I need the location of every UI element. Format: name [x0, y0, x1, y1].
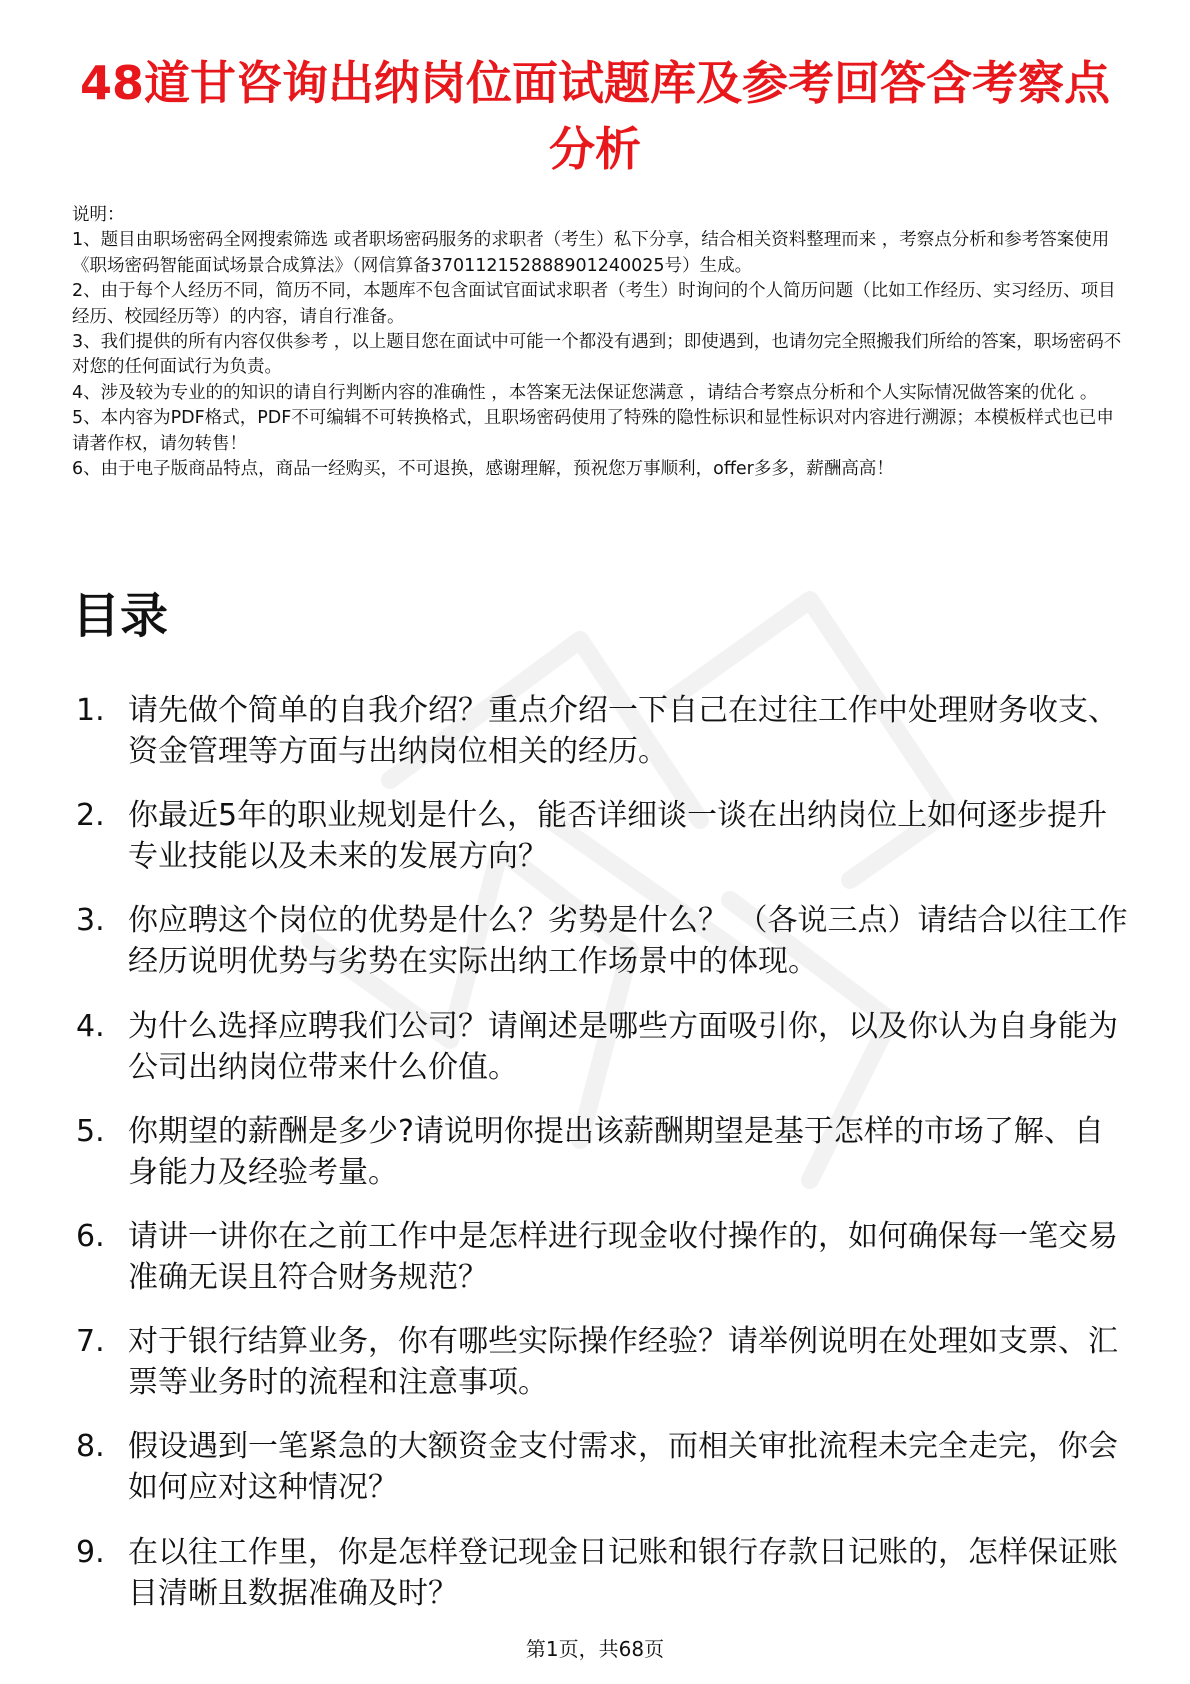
- toc-item[interactable]: [76, 1532, 1132, 1614]
- note-item: 4、涉及较为专业的的知识的请自行判断内容的准确性 ，本答案无法保证您满意 ，请结合考察点分析和个人实际情况做答案的优化 。: [72, 382, 1098, 403]
- toc-item[interactable]: [76, 1216, 1132, 1298]
- notes-section: [72, 203, 1130, 482]
- toc-item[interactable]: [76, 900, 1132, 982]
- toc-item-number: 1.: [76, 693, 105, 728]
- toc-item[interactable]: [76, 1426, 1132, 1508]
- note-item: 3、我们提供的所有内容仅供参考 ，以上题目您在面试中可能一个都没有遇到；即使遇到，也请勿完全照搬我们所给的答案，职场密码不对您的任何面试行为负责。: [72, 332, 1122, 378]
- document-title: 48道甘咨询出纳岗位面试题库及参考回答含考察点分析: [79, 56, 1110, 176]
- toc-item-text: 你期望的薪酬是多少?请说明你提出该薪酬期望是基于怎样的市场了解、自身能力及经验考量。: [128, 1113, 1104, 1190]
- toc-item-text: 你应聘这个岗位的优势是什么？劣势是什么？ （各说三点）请结合以往工作经历说明优势与劣势在实际出纳工作场景中的体现。: [128, 903, 1128, 980]
- note-item: 6、由于电子版商品特点，商品一经购买，不可退换，感谢理解，预祝您万事顺利，offer多多，薪酬高高！: [72, 459, 894, 480]
- toc-item[interactable]: [76, 690, 1132, 772]
- toc-item-text: 你最近5年的职业规划是什么，能否详细谈一谈在出纳岗位上如何逐步提升专业技能以及未来的发展方向？: [128, 798, 1108, 875]
- toc-item-number: 5.: [76, 1113, 105, 1149]
- note-item: 1、题目由职场密码全网搜索筛选 或者职场密码服务的求职者（考生）私下分享，结合相关资料整理而来 ，考察点分析和参考答案使用《职场密码智能面试场景合成算法》（网信算备3701121528889012400​25号）生成。: [72, 230, 1110, 276]
- toc-item-text: 在以往工作里，你是怎样登记现金日记账和银行存款日记账的，怎样保证账目清晰且数据准确及时？: [128, 1534, 1118, 1611]
- toc-item-text: 为什么选择应聘我们公司？请阐述是哪些方面吸引你，以及你认为自身能为公司出纳岗位带来什么价值。: [128, 1008, 1118, 1085]
- toc-item-text: 假设遇到一笔紧急的大额资金支付需求，而相关审批流程未完全走完，你会如何应对这种情况？: [128, 1429, 1118, 1506]
- toc-item-number: 4.: [76, 1008, 105, 1044]
- toc-item-number: 7.: [76, 1324, 105, 1360]
- toc-item-number: 3.: [76, 903, 105, 939]
- page-footer: 第1页，共68页: [525, 1637, 665, 1661]
- toc-heading: 目录: [72, 588, 169, 644]
- toc-item[interactable]: [76, 1111, 1132, 1193]
- notes-heading: 说明：: [72, 205, 125, 225]
- note-item: 2、由于每个人经历不同，简历不同，本题库不包含面试官面试求职者（考生）时询问的个人简历问题（比如工作经历、实习经历、项目经历、校园经历等）的内容，请自行准备。: [72, 281, 1116, 327]
- toc-item-text: 请讲一讲你在之前工作中是怎样进行现金收付操作的，如何确保每一笔交易准确无误且符合财务规范？: [128, 1218, 1118, 1295]
- toc-item[interactable]: [76, 1321, 1132, 1403]
- toc-item-number: 2.: [76, 798, 105, 834]
- toc-item-number: 6.: [76, 1218, 105, 1254]
- note-item: 5、本内容为PDF格式，PDF不可编辑不可转换格式，且职场密码使用了特殊的隐性标识和显性标识对内容进行溯源；本模板样式也已申请著作权，请勿转售！: [72, 408, 1114, 454]
- table-of-contents: [76, 690, 1132, 1637]
- toc-item-text: 对于银行结算业务，你有哪些实际操作经验？请举例说明在处理如支票、汇票等业务时的流程和注意事项。: [128, 1324, 1118, 1401]
- toc-item[interactable]: [76, 1006, 1132, 1088]
- toc-item-number: 9.: [76, 1534, 105, 1570]
- toc-item[interactable]: [76, 795, 1132, 877]
- toc-item-text: 请先做个简单的自我介绍？重点介绍一下自己在过往工作中处理财务收支、资金管理等方面与出纳岗位相关的经历。: [128, 693, 1118, 769]
- toc-item-number: 8.: [76, 1429, 105, 1465]
